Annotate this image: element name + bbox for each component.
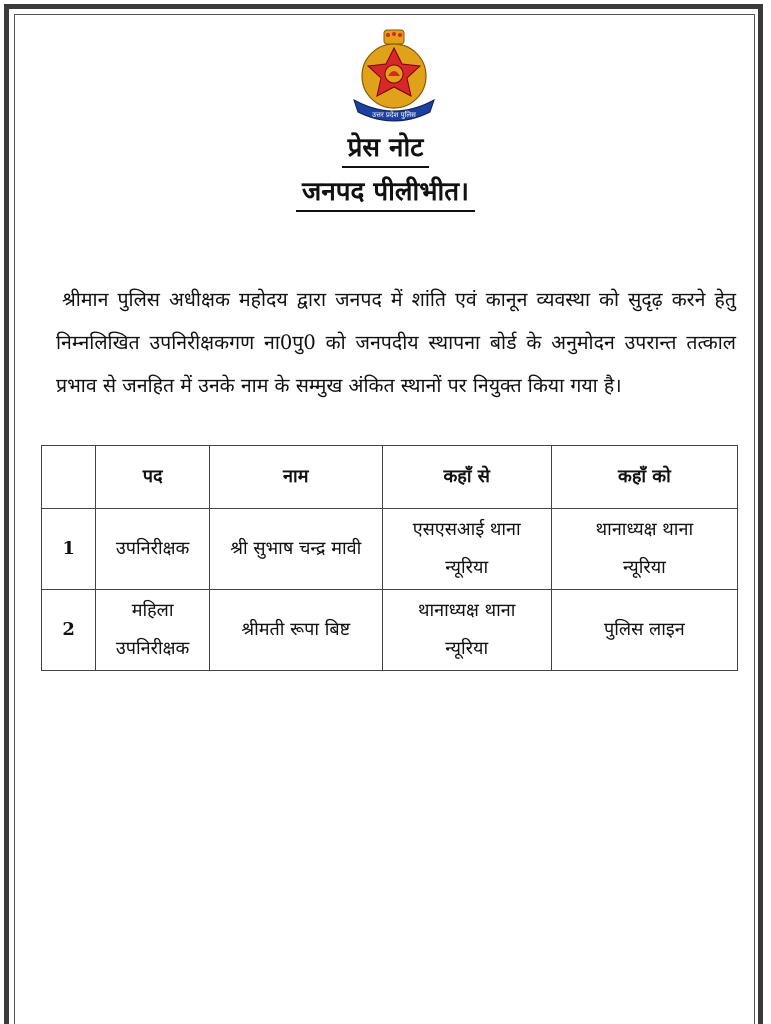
emblem-ribbon-text: उत्तर प्रदेश पुलिस — [372, 111, 416, 119]
row-to — [551, 509, 737, 590]
table-row — [42, 509, 738, 590]
row-to — [551, 590, 737, 671]
row-post-line: उपनिरीक्षक — [115, 638, 190, 659]
row-to-line: थानाध्यक्ष थाना — [595, 519, 694, 540]
header-from: कहाँ से — [382, 446, 551, 509]
row-name: श्री सुभाष चन्द्र मावी — [209, 509, 382, 590]
up-police-emblem-icon — [344, 26, 444, 126]
header-post: पद — [96, 446, 210, 509]
row-from-line: न्यूरिया — [445, 557, 489, 578]
row-to-line: न्यूरिया — [622, 557, 666, 578]
row-name: श्रीमती रूपा बिष्ट — [209, 590, 382, 671]
header-serial — [42, 446, 96, 509]
press-note-paragraph: श्रीमान पुलिस अधीक्षक महोदय द्वारा जनपद में शांति एवं कानून व्यवस्था को सुदृढ़ करने हेतु निम्नलिखित उपनिरीक्षकगण ना0पु0 को जनपदीय स्थापना बोर्ड के अनुमोदन उपरान्त तत्काल प्रभाव से जनहित में उनके नाम के सम्मुख अंकित स्थानों पर नियुक्त किया गया है। — [56, 287, 736, 397]
row-serial: 2 — [42, 590, 96, 671]
row-from-line: न्यूरिया — [445, 638, 489, 659]
district-subtitle — [0, 172, 771, 212]
row-post-line: महिला — [131, 600, 174, 621]
row-from-line: थानाध्यक्ष थाना — [417, 600, 516, 621]
row-serial: 1 — [42, 509, 96, 590]
table-header-row — [42, 446, 738, 509]
press-note-title — [0, 128, 771, 168]
table-row — [42, 590, 738, 671]
header-to: कहाँ को — [551, 446, 737, 509]
row-to-line: पुलिस लाइन — [604, 619, 685, 640]
row-post — [96, 590, 210, 671]
row-post-line: उपनिरीक्षक — [115, 538, 190, 559]
district-subtitle-text: जनपद पीलीभीत। — [296, 172, 475, 212]
row-post — [96, 509, 210, 590]
posting-table — [41, 445, 738, 671]
row-from-line: एसएसआई थाना — [412, 519, 521, 540]
row-from — [382, 590, 551, 671]
press-note-title-text: प्रेस नोट — [342, 128, 430, 168]
row-from — [382, 509, 551, 590]
header-name: नाम — [209, 446, 382, 509]
